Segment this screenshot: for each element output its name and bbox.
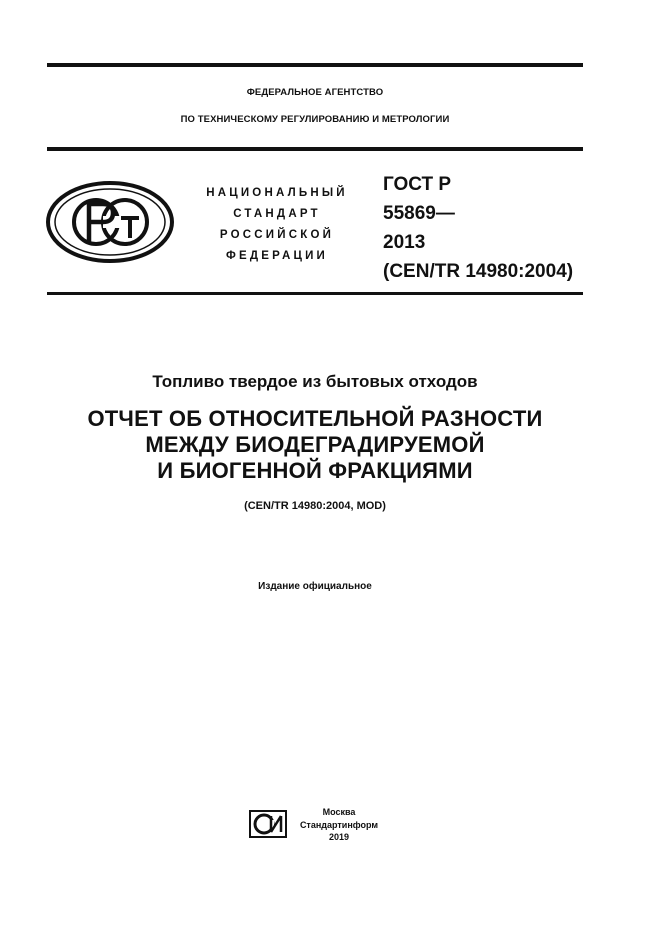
modification-note: (CEN/TR 14980:2004, MOD) <box>244 500 386 512</box>
edition-label: Издание официальное <box>258 581 372 592</box>
national-standard-line: ФЕДЕРАЦИИ <box>225 250 329 262</box>
gost-line: 55869— <box>383 203 455 224</box>
publisher-year: 2019 <box>328 832 350 842</box>
document-subtitle: Топливо твердое из бытовых отходов <box>152 372 478 391</box>
national-standard-line: НАЦИОНАЛЬНЫЙ <box>206 187 348 199</box>
agency-name-line1: ФЕДЕРАЛЬНОЕ АГЕНТСТВО <box>246 87 384 98</box>
document-title <box>47 406 583 484</box>
document-title-line: ОТЧЕТ ОБ ОТНОСИТЕЛЬНОЙ РАЗНОСТИ <box>87 406 543 431</box>
national-standard-line: РОССИЙСКОЙ <box>219 229 335 241</box>
rst-certification-logo-icon <box>45 180 175 264</box>
publisher-info <box>293 806 385 844</box>
gost-line: ГОСТ Р <box>383 174 452 195</box>
publisher-city: Москва <box>322 807 356 817</box>
agency-name-line2: ПО ТЕХНИЧЕСКОМУ РЕГУЛИРОВАНИЮ И МЕТРОЛОГИИ <box>180 114 450 125</box>
top-rule <box>47 63 583 67</box>
document-title-line: МЕЖДУ БИОДЕГРАДИРУЕМОЙ <box>145 432 485 457</box>
standartinform-logo-icon <box>249 810 287 838</box>
gost-line: 2013 <box>383 232 426 253</box>
gost-designation <box>383 170 573 286</box>
header-bottom-rule <box>47 147 583 151</box>
publisher-name: Стандартинформ <box>299 819 379 830</box>
national-standard-label <box>188 183 366 267</box>
document-title-line: И БИОГЕННОЙ ФРАКЦИЯМИ <box>157 458 473 483</box>
national-standard-line: СТАНДАРТ <box>233 208 321 220</box>
gost-line: (CEN/TR 14980:2004) <box>383 261 574 282</box>
standard-block-bottom-rule <box>47 292 583 295</box>
